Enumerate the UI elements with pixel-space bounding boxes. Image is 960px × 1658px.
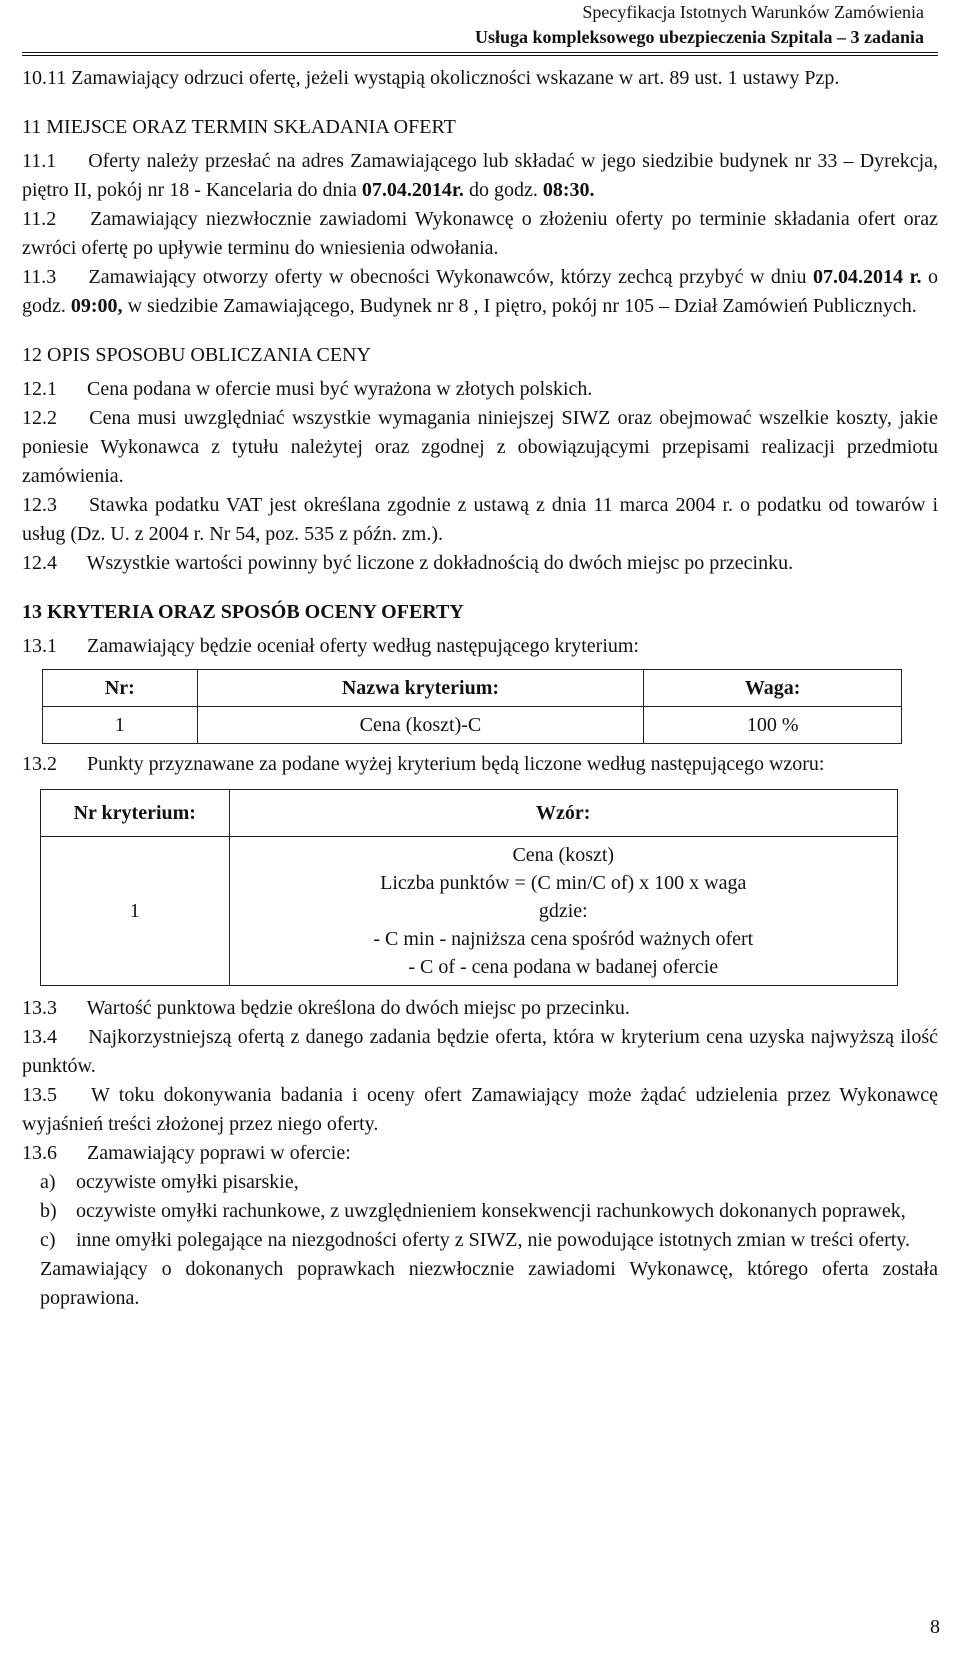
- list-marker: b): [40, 1200, 57, 1222]
- paragraph-text: Wszystkie wartości powinny być liczone z dokładnością do dwóch miejsc po przecinku.: [86, 552, 794, 574]
- paragraph-number: 12.1: [22, 378, 57, 400]
- table-header-row: [41, 790, 898, 837]
- paragraph-text: Stawka podatku VAT jest określana zgodnie z ustawą z dnia 11 marca 2004 r. o podatku od towarów i usług (Dz. U. z 2004 r. Nr 54, poz. 535 z późn. zm.).: [22, 494, 939, 545]
- paragraph-text: o godz.: [22, 266, 939, 317]
- list-item: [22, 1168, 938, 1197]
- formula-line: - C min - najniższa cena spośród ważnych ofert: [373, 928, 754, 950]
- section-heading-11: 11 MIEJSCE ORAZ TERMIN SKŁADANIA OFERT: [22, 116, 456, 138]
- paragraph-11-2: [22, 205, 938, 263]
- formula-table: [40, 789, 898, 986]
- document-subtitle: Usługa kompleksowego ubezpieczenia Szpitala – 3 zadania: [474, 27, 924, 47]
- paragraph-11-3: [22, 263, 938, 321]
- deadline-date: 07.04.2014r.: [361, 179, 464, 201]
- table-cell: 100 %: [644, 707, 902, 744]
- paragraph-text: Cena podana w ofercie musi być wyrażona w złotych polskich.: [87, 378, 593, 400]
- paragraph-text: Oferty należy przesłać na adres Zamawiającego lub składać w jego siedzibie budynek nr 33 – Dyrekcja, piętro II, pokój nr 18 - Kancelaria do dnia: [22, 150, 939, 201]
- paragraph-text: Punkty przyznawane za podane wyżej kryterium będą liczone według następującego wzoru:: [87, 753, 825, 775]
- paragraph-text: Wartość punktowa będzie określona do dwóch miejsc po przecinku.: [86, 997, 630, 1019]
- paragraph-number: 10.11: [22, 67, 67, 89]
- table-row: [41, 837, 898, 986]
- document-body: [22, 64, 938, 1313]
- formula-line: gdzie:: [538, 900, 588, 922]
- paragraph-text: Zamawiający poprawi w ofercie:: [87, 1142, 351, 1164]
- paragraph-number: 12.3: [22, 494, 57, 516]
- paragraph-12-3: [22, 491, 938, 549]
- paragraph-13-6: [22, 1139, 938, 1168]
- page-header: [224, 0, 924, 50]
- table-header-cell: Nazwa kryterium:: [197, 670, 644, 707]
- table-header-cell: Wzór:: [229, 790, 897, 837]
- formula-cell: [229, 837, 897, 986]
- list-item: [22, 1197, 938, 1226]
- section-heading-13: 13 KRYTERIA ORAZ SPOSÓB OCENY OFERTY: [22, 601, 464, 623]
- paragraph-13-1: [22, 632, 938, 661]
- formula-line: Liczba punktów = (C min/C of) x 100 x waga: [380, 872, 747, 894]
- table-row: [43, 707, 902, 744]
- paragraph-number: 13.2: [22, 753, 57, 775]
- paragraph-text: W toku dokonywania badania i oceny ofert Zamawiający może żądać udzielenia przez Wykonawcę wyjaśnień treści złożonej przez niego oferty.: [22, 1084, 939, 1135]
- paragraph-text: w siedzibie Zamawiającego, Budynek nr 8 , I piętro, pokój nr 105 – Dział Zamówień Publicznych.: [127, 295, 917, 317]
- list-text: oczywiste omyłki rachunkowe, z uwzględnieniem konsekwencji rachunkowych dokonanych poprawek,: [76, 1200, 906, 1222]
- paragraph-13-3: [22, 994, 938, 1023]
- closing-paragraph: Zamawiający o dokonanych poprawkach niezwłocznie zawiadomi Wykonawcę, którego oferta została poprawiona.: [40, 1258, 938, 1309]
- paragraph-12-1: [22, 375, 938, 404]
- paragraph-text: Cena musi uwzględniać wszystkie wymagania niniejszej SIWZ oraz obejmować wszelkie koszty, jakie poniesie Wykonawca z tytułu należytej oraz zgodnej z obowiązującymi przepisami realizacji przedmiotu zamówienia.: [22, 407, 938, 487]
- table-cell: Cena (koszt)-C: [197, 707, 644, 744]
- table-header-cell: Nr:: [43, 670, 198, 707]
- criteria-table: [42, 669, 902, 744]
- paragraph-number: 13.1: [22, 635, 57, 657]
- deadline-time: 08:30.: [542, 179, 595, 201]
- paragraph-number: 13.5: [22, 1084, 57, 1106]
- paragraph-text: Zamawiający otworzy oferty w obecności Wykonawców, którzy zechcą przybyć w dniu: [88, 266, 807, 288]
- list-text: oczywiste omyłki pisarskie,: [76, 1171, 299, 1193]
- paragraph-12-4: [22, 549, 938, 578]
- opening-time: 09:00,: [70, 295, 123, 317]
- page-number: 8: [930, 1616, 940, 1638]
- table-cell: 1: [41, 837, 230, 986]
- paragraph-number: 13.4: [22, 1026, 57, 1048]
- table-header-cell: Nr kryterium:: [41, 790, 230, 837]
- section-heading-12: 12 OPIS SPOSOBU OBLICZANIA CENY: [22, 344, 371, 366]
- list-marker: c): [40, 1229, 56, 1251]
- formula-line: - C of - cena podana w badanej ofercie: [408, 956, 719, 978]
- list-marker: a): [40, 1171, 56, 1193]
- table-header-cell: Waga:: [644, 670, 902, 707]
- paragraph-12-2: [22, 404, 938, 491]
- paragraph-number: 11.1: [22, 150, 57, 172]
- paragraph-13-2: [22, 750, 938, 779]
- document-title: Specyfikacja Istotnych Warunków Zamówienia: [582, 2, 924, 22]
- paragraph-number: 13.3: [22, 997, 57, 1019]
- paragraph-text: Zamawiający będzie oceniał oferty według następującego kryterium:: [87, 635, 639, 657]
- paragraph-number: 13.6: [22, 1142, 57, 1164]
- table-header-row: [43, 670, 902, 707]
- paragraph-number: 12.4: [22, 552, 57, 574]
- paragraph-number: 11.3: [22, 266, 57, 288]
- paragraph-number: 12.2: [22, 407, 57, 429]
- table-cell: 1: [43, 707, 198, 744]
- opening-date: 07.04.2014 r.: [812, 266, 922, 288]
- header-divider: [22, 52, 938, 56]
- formula-line: Cena (koszt): [512, 844, 615, 866]
- paragraph-13-4: [22, 1023, 938, 1081]
- paragraph-13-5: [22, 1081, 938, 1139]
- paragraph-11-1: [22, 147, 938, 205]
- paragraph-text: do godz.: [468, 179, 538, 201]
- paragraph-text: Zamawiający odrzuci ofertę, jeżeli wystąpią okoliczności wskazane w art. 89 ust. 1 ustawy Pzp.: [71, 67, 840, 89]
- paragraph-text: Zamawiający niezwłocznie zawiadomi Wykonawcę o złożeniu oferty po terminie składania ofert oraz zwróci ofertę po upływie terminu do wniesienia odwołania.: [22, 208, 939, 259]
- list-item: [22, 1226, 938, 1255]
- paragraph-text: Najkorzystniejszą ofertą z danego zadania będzie oferta, która w kryterium cena uzyska najwyższą ilość punktów.: [22, 1026, 939, 1077]
- list-text: inne omyłki polegające na niezgodności oferty z SIWZ, nie powodujące istotnych zmian w treści oferty.: [76, 1229, 910, 1251]
- paragraph-number: 11.2: [22, 208, 57, 230]
- paragraph-10-11: [22, 64, 938, 93]
